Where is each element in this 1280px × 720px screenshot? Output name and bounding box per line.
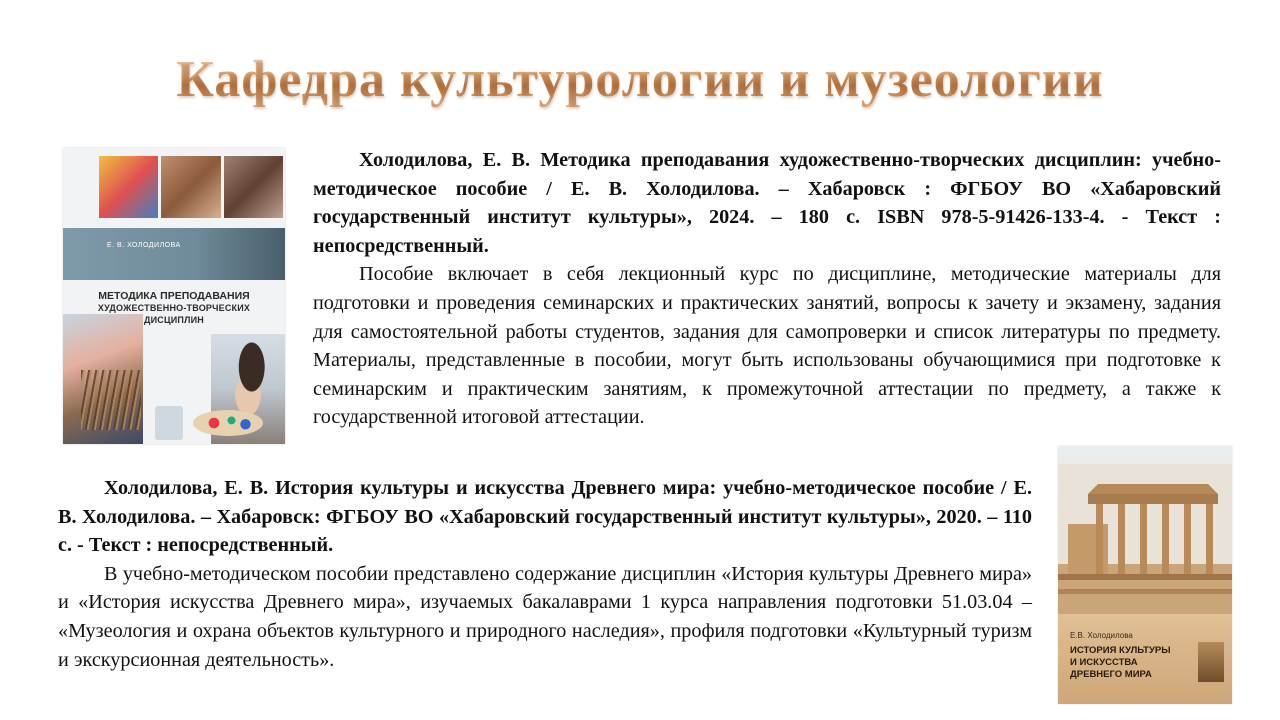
cover-title-line3: ДИСЦИПЛИН xyxy=(144,315,204,325)
cover2-title-line3: ДРЕВНЕГО МИРА xyxy=(1070,669,1152,680)
cover2-title-line1: ИСТОРИЯ КУЛЬТУРЫ xyxy=(1070,645,1171,656)
book1-citation: Холодилова, Е. В. Методика преподавания художественно-творческих дисциплин: учебно-методическое пособие / Е. В. Холодилова. – Хабаровск : ФГБОУ ВО «Хабаровский государственный институт культуры», 2024. – 180 с. ISBN 978-5-91426-133-4. - Текст : непосредственный. xyxy=(313,149,1221,257)
book2-text xyxy=(58,474,1032,674)
cover2-author: Е.В. Холодилова xyxy=(1070,631,1133,640)
cover-author: Е. В. ХОЛОДИЛОВА xyxy=(107,242,181,249)
book1-text xyxy=(313,146,1221,432)
brush-jar-image xyxy=(155,406,183,440)
book2-description: В учебно-методическом пособии представлено содержание дисциплин «История культуры Древнего мира» и «История искусства Древнего мира», изучаемых бакалаврами 1 курса направления подготовки 51.03.04 – «Музеология и охрана объектов культурного и природного наследия», профиля подготовки «Культурный туризм и экскурсионная деятельность». xyxy=(58,562,1032,671)
palette-image xyxy=(193,410,263,436)
cover2-title-line2: И ИСКУССТВА xyxy=(1070,657,1138,668)
cover2-thumbnail-image xyxy=(1198,642,1224,682)
book1-description: Пособие включает в себя лекционный курс по дисциплине, методические материалы для подготовки и проведения семинарских и практических занятий, вопросы к зачету и экзамену, задания для самостоятельной работы студентов, задания для самопроверки и список литературы по предмету. Материалы, представленные в пособии, могут быть использованы обучающимися при подготовке к семинарским и практическим занятиям, к промежуточной аттестации по предмету, а также к государственной итоговой аттестации. xyxy=(313,263,1221,429)
paintbrushes-image xyxy=(81,370,141,430)
slide-title: Кафедра культурологии и музеологии xyxy=(0,50,1280,109)
cover-title-line2: ХУДОЖЕСТВЕННО-ТВОРЧЕСКИХ xyxy=(97,303,251,313)
cover-photo-strip xyxy=(99,156,283,218)
ancient-ruins-image xyxy=(1058,464,1232,614)
cover-title-line1: МЕТОДИКА ПРЕПОДАВАНИЯ xyxy=(98,290,250,302)
book2-citation: Холодилова, Е. В. История культуры и искусства Древнего мира: учебно-методическое пособие / Е. В. Холодилова. – Хабаровск: ФГБОУ ВО «Хабаровский государственный институт культуры», 2020. – 110 с. - Текст : непосредственный. xyxy=(58,477,1032,557)
book-cover-ancient-world xyxy=(1058,446,1232,704)
book-cover-methodology xyxy=(63,148,285,444)
cover2-title xyxy=(1070,645,1200,681)
cover-band xyxy=(63,228,285,280)
